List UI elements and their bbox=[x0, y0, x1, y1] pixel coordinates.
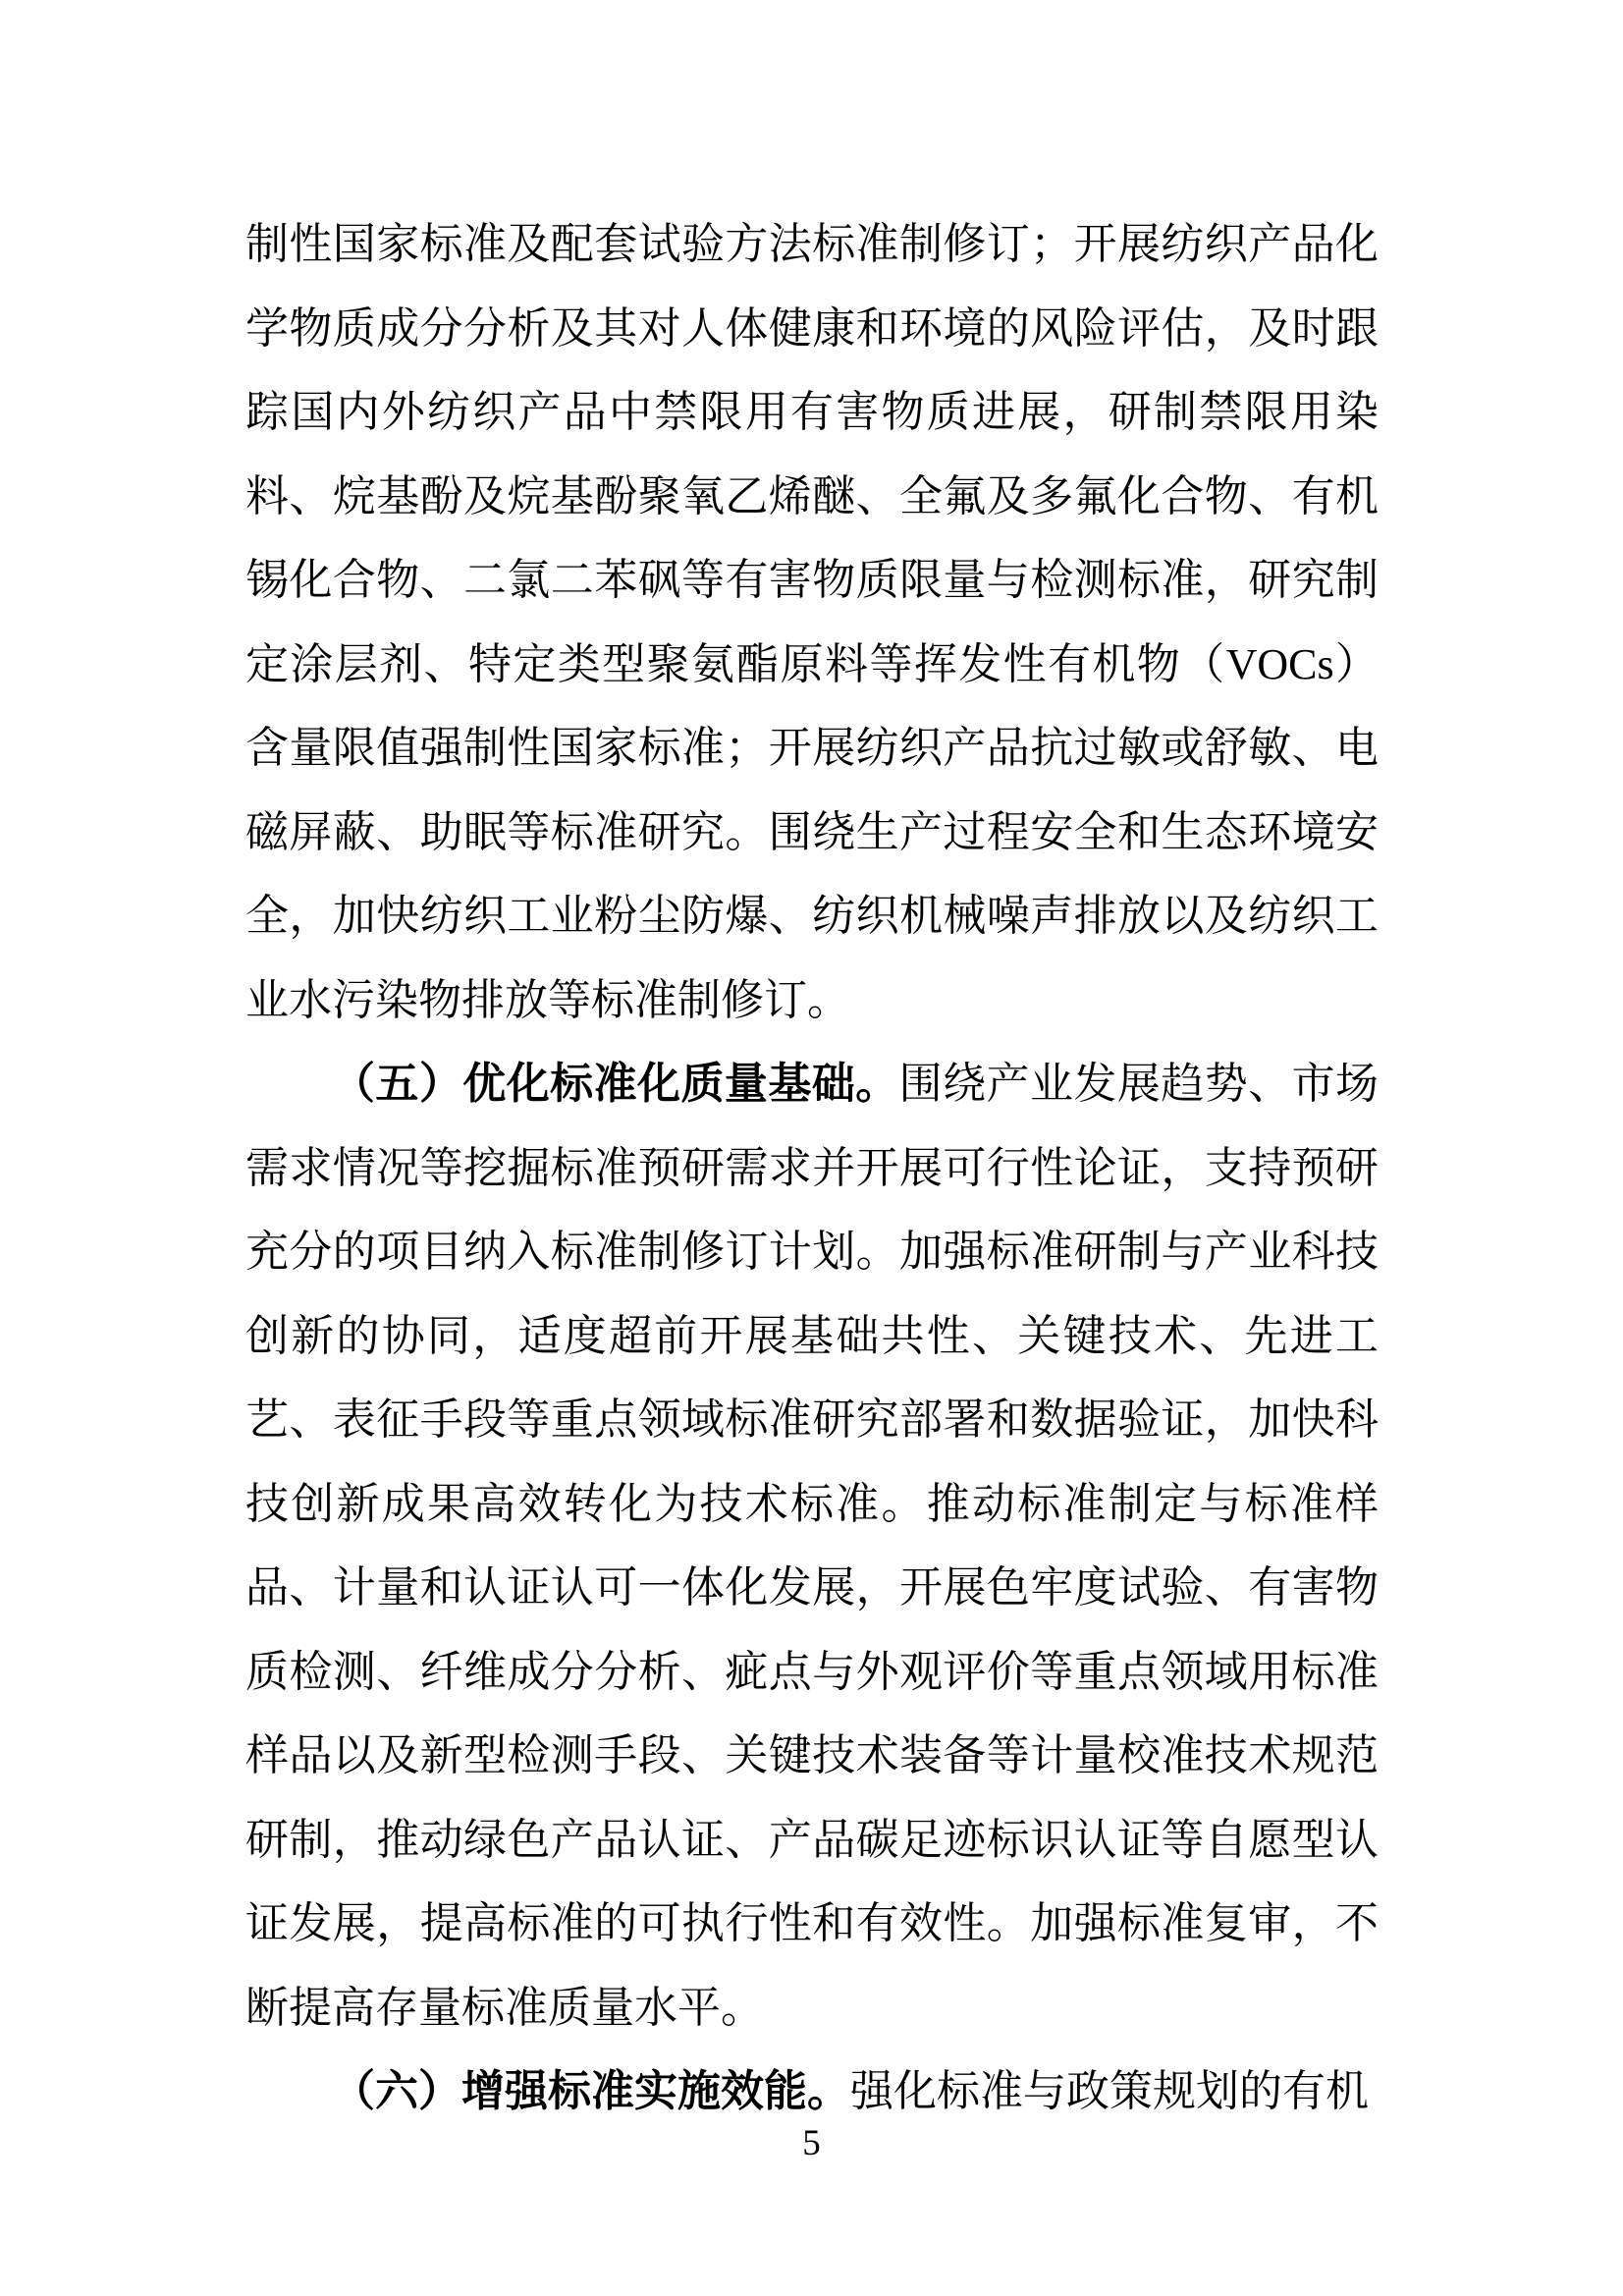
body-text: 围绕产业发展趋势、市场需求情况等挖掘标准预研需求并开展可行性论证，支持预研充分的项目纳入标准制修订计划。加强标准研制与产业科技创新的协同，适度超前开展基础共性、关键技术、先进工艺、表征手段等重点领域标准研究部署和数据验证，加快科技创新成果高效转化为技术标准。推动标准制定与标准样品、计量和认证认可一体化发展，开展色牢度试验、有害物质检测、纤维成分分析、疵点与外观评价等重点领域用标准样品以及新型检测手段、关键技术装备等计量校准技术规范研制，推动绿色产品认证、产品碳足迹标识认证等自愿型认证发展，提高标准的可执行性和有效性。加强标准复审，不断提高存量标准质量水平。 bbox=[245, 1060, 1380, 2032]
paragraph bbox=[245, 202, 1379, 1042]
section-heading: （五）优化标准化质量基础。 bbox=[332, 1060, 899, 1108]
page-body-text bbox=[245, 202, 1379, 2134]
section-heading: （六）增强标准实施效能。 bbox=[332, 2067, 850, 2115]
paragraph bbox=[245, 1042, 1379, 2050]
body-text: 强化标准与政策规划的有机 bbox=[850, 2067, 1369, 2115]
page-number: 5 bbox=[802, 2123, 821, 2163]
body-text: 制性国家标准及配套试验方法标准制修订；开展纺织产品化学物质成分分析及其对人体健康和环境的风险评估，及时跟踪国内外纺织产品中禁限用有害物质进展，研制禁限用染料、烷基酚及烷基酚聚氧乙烯醚、全氟及多氟化合物、有机锡化合物、二氯二苯砜等有害物质限量与检测标准，研究制定涂层剂、特定类型聚氨酯原料等挥发性有机物（VOCs）含量限值强制性国家标准；开展纺织产品抗过敏或舒敏、电磁屏蔽、助眠等标准研究。围绕生产过程安全和生态环境安全，加快纺织工业粉尘防爆、纺织机械噪声排放以及纺织工业水污染物排放等标准制修订。 bbox=[245, 220, 1379, 1024]
